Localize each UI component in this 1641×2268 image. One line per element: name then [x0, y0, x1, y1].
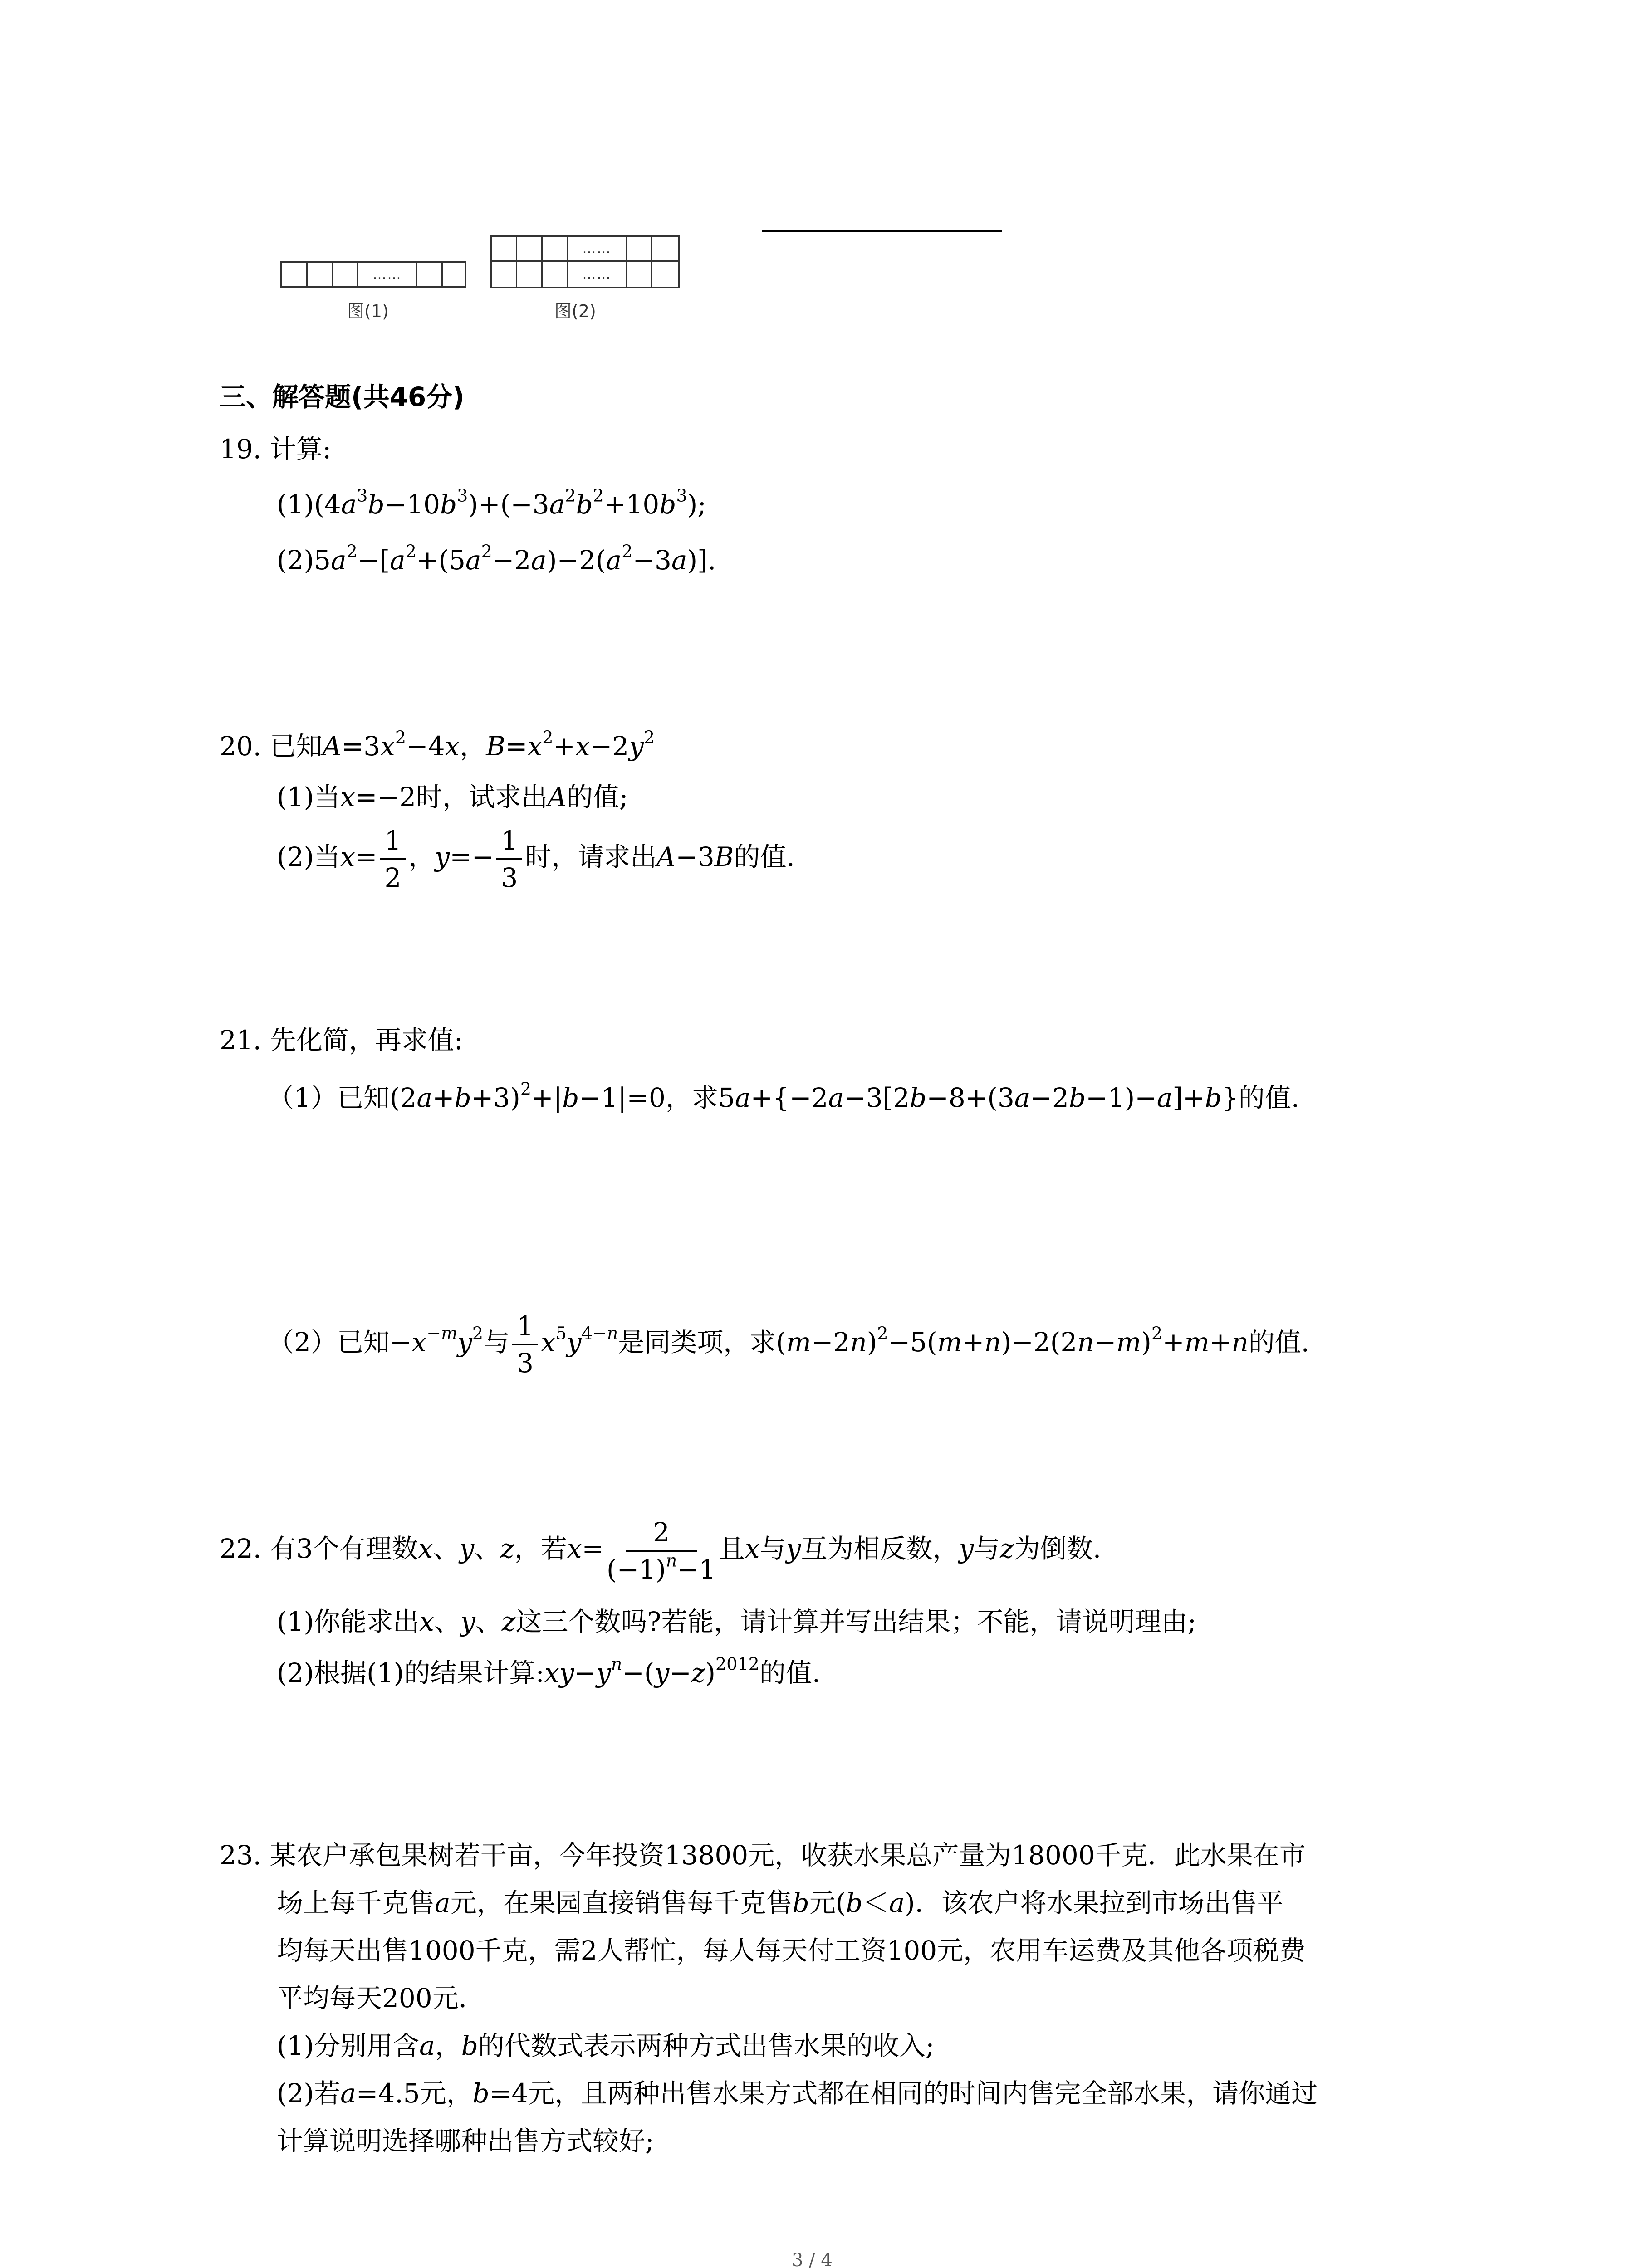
- q23-part1: (1)分别用含a，b的代数式表示两种方式出售水果的收入;: [277, 2030, 935, 2061]
- figure-1-caption: 图(1): [347, 301, 389, 321]
- q19-stem: 19. 计算:: [220, 434, 332, 464]
- q20-part2: (2)当x= $\frac{1}{2}$ ，y=− $\frac{1}{3}$ 时，请求出A−3B的值.: [277, 825, 795, 893]
- q23-line1: 23. 某农户承包果树若干亩，今年投资13800元，收获水果总产量为18000千克．此水果在市: [220, 1840, 1306, 1871]
- figure-2-caption: 图(2): [554, 301, 596, 321]
- q22-stem: 22. 有3个有理数x、y、z，若x= $\frac{2}{(-1)^n-1}$ 且x与y互为相反数，y与z为倒数.: [220, 1517, 1102, 1585]
- q22-part2: (2)根据(1)的结果计算$:xy-y^n-(y-z)^{2012}$的值.: [277, 1654, 821, 1688]
- q23-line3: 均每天出售1000千克，需2人帮忙，每人每天付工资100元，农用车运费及其他各项税费: [277, 1935, 1306, 1966]
- page-number: 3 / 4: [792, 2250, 833, 2268]
- q23-part2-line2: 计算说明选择哪种出售方式较好;: [277, 2126, 654, 2156]
- q21-part2: （2）已知$-x^{-m}y^2$与 $\frac{1}{3}$ $x^5y^{4-n}$是同类项，求$(m-2n)^2-5(m+n)-2(2n-m)^2+m+n$的值.: [268, 1310, 1310, 1378]
- q21-stem: 21. 先化简，再求值:: [220, 1025, 463, 1056]
- q20-stem: 20. 已知$A=3x^2-4x$，$B=x^2+x-2y^2$: [220, 727, 655, 762]
- q19-part1: $(1)(4a^3b-10b^3)+(-3a^2b^2+10b^3)$;: [277, 485, 706, 520]
- q20-part1: (1)当x=−2时，试求出A的值;: [277, 782, 628, 812]
- q23-line4: 平均每天200元．: [277, 1983, 485, 2014]
- section-title: 三、解答题(共46分): [220, 381, 465, 412]
- q23-part2: (2)若a=4.5元，b=4元，且两种出售水果方式都在相同的时间内售完全部水果，请你通过: [277, 2078, 1318, 2109]
- q21-part1: （1）已知$(2a+b+3)^2+|b-1|=0$，求5a+{−2a−3[2b−8+(3a−2b−1)−a]+b}的值.: [268, 1079, 1300, 1113]
- q22-part1: (1)你能求出x、y、z这三个数吗?若能，请计算并写出结果；不能，请说明理由;: [277, 1606, 1196, 1637]
- q19-part2: $(2)5a^2-[a^2+(5a^2-2a)-2(a^2-3a)]$.: [277, 541, 716, 576]
- answer-blank-line: [762, 230, 1002, 232]
- q23-line2: 场上每千克售a元，在果园直接销售每千克售b元(b＜a)．该农户将水果拉到市场出售平: [277, 1887, 1283, 1918]
